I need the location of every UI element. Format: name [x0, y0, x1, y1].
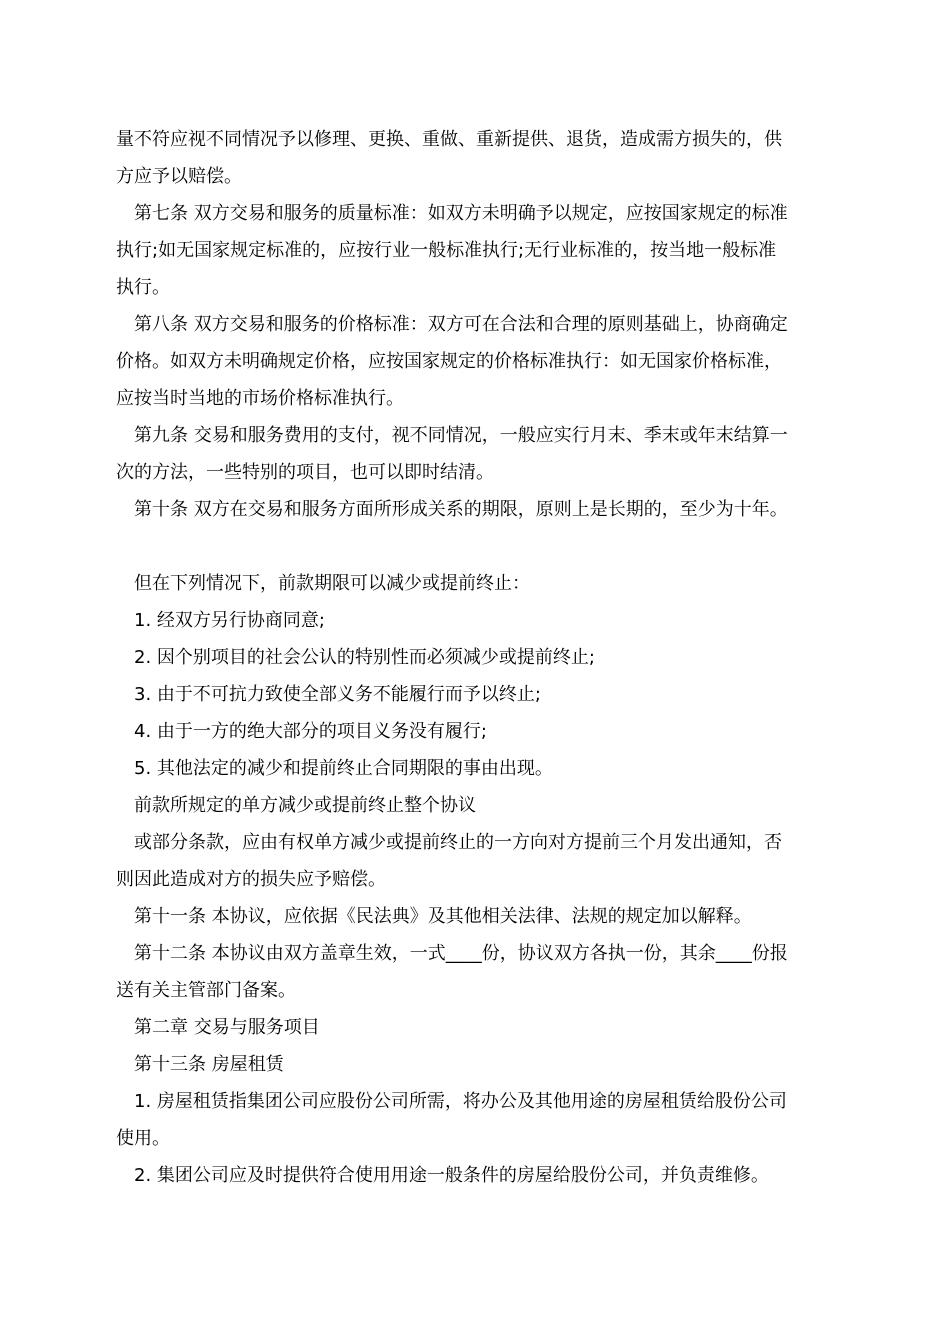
article-13-heading: 第十三条 房屋租赁 — [134, 1054, 284, 1075]
article-11-line: 第十一条 本协议，应依据《民法典》及其他相关法律、法规的规定加以解释。 — [134, 906, 752, 927]
paragraph-line: 量不符应视不同情况予以修理、更换、重做、重新提供、退货，造成需方损失的，供 — [116, 129, 782, 150]
list-item: 1. 房屋租赁指集团公司应股份公司所需，将办公及其他用途的房屋租赁给股份公司 — [134, 1091, 787, 1112]
paragraph-line: 或部分条款，应由有权单方减少或提前终止的一方向对方提前三个月发出通知，否 — [134, 832, 782, 853]
article-9-line: 第九条 交易和服务费用的支付，视不同情况，一般应实行月末、季末或年末结算一 — [134, 425, 788, 446]
list-item: 1. 经双方另行协商同意; — [134, 610, 325, 631]
list-item: 3. 由于不可抗力致使全部义务不能履行而予以终止; — [134, 684, 541, 705]
paragraph-line: 则因此造成对方的损失应予赔偿。 — [116, 869, 386, 890]
list-item: 4. 由于一方的绝大部分的项目义务没有履行; — [134, 721, 487, 742]
paragraph-line: 前款所规定的单方减少或提前终止整个协议 — [134, 795, 476, 816]
document-page — [116, 121, 836, 1194]
article-12-line: 第十二条 本协议由双方盖章生效，一式____份，协议双方各执一份，其余____份报 — [134, 943, 788, 964]
paragraph-line: 次的方法，一些特别的项目，也可以即时结清。 — [116, 462, 494, 483]
paragraph-line: 使用。 — [116, 1128, 170, 1149]
article-10-line: 第十条 双方在交易和服务方面所形成关系的期限，原则上是长期的，至少为十年。 — [134, 499, 788, 520]
paragraph-line: 送有关主管部门备案。 — [116, 980, 296, 1001]
paragraph-line: 执行;如无国家规定标准的，应按行业一般标准执行;无行业标准的，按当地一般标准 — [116, 240, 777, 261]
list-item: 5. 其他法定的减少和提前终止合同期限的事由出现。 — [134, 758, 553, 779]
chapter-heading: 第二章 交易与服务项目 — [134, 1017, 320, 1038]
paragraph-line: 价格。如双方未明确规定价格，应按国家规定的价格标准执行：如无国家价格标准， — [116, 351, 782, 372]
paragraph-line: 应按当时当地的市场价格标准执行。 — [116, 388, 404, 409]
paragraph-line: 方应予以赔偿。 — [116, 166, 242, 187]
paragraph-line: 执行。 — [116, 277, 170, 298]
list-item: 2. 集团公司应及时提供符合使用用途一般条件的房屋给股份公司，并负责维修。 — [134, 1165, 769, 1186]
blank-gap — [116, 528, 836, 565]
article-7-line: 第七条 双方交易和服务的质量标准：如双方未明确予以规定，应按国家规定的标准 — [134, 203, 788, 224]
list-item: 2. 因个别项目的社会公认的特别性而必须减少或提前终止; — [134, 647, 595, 668]
article-8-line: 第八条 双方交易和服务的价格标准：双方可在合法和合理的原则基础上，协商确定 — [134, 314, 788, 335]
termination-intro: 但在下列情况下，前款期限可以减少或提前终止： — [134, 573, 530, 594]
